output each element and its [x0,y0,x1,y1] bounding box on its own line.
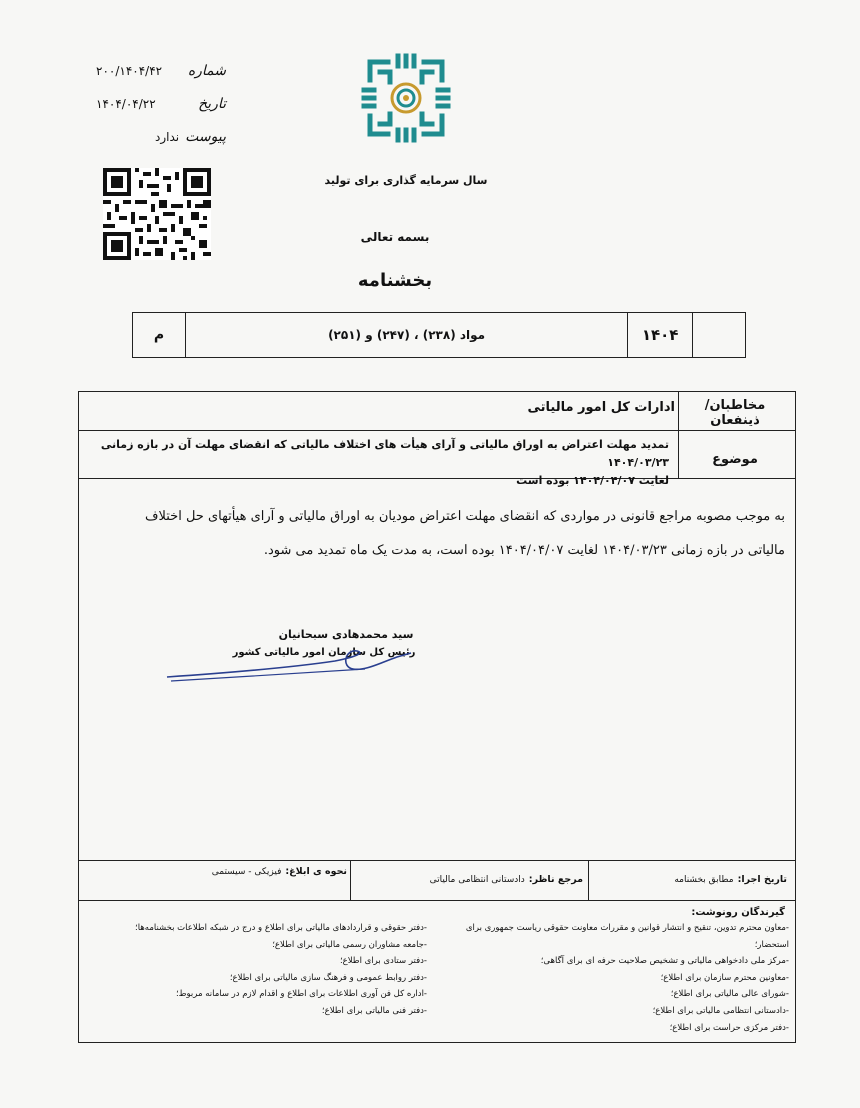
letter-date-row [96,95,226,113]
cc-recipient: -دفتر فنی مالیاتی برای اطلاع؛ [321,1005,427,1016]
cc-recipient: -دفتر مرکزی حراست برای اطلاع؛ [669,1022,789,1033]
cc-recipient: -دفتر حقوقی و قراردادهای مالیاتی برای اطلاع و درج در شبکه اطلاعات بخشنامه‌ها؛ [135,923,427,933]
cc-recipient: -مرکز ملی دادخواهی مالیاتی و تشخیص صلاحیت حرفه ای برای آگاهی؛ [540,956,789,967]
signatory-title: رئیس کل سازمان امور مالیاتی کشور [232,647,416,658]
divider [588,860,589,900]
main-frame [78,391,796,1043]
cc-recipients-title: گیرندگان رونوشت: [691,907,785,918]
divider [79,860,795,861]
tax-organization-logo [360,52,452,144]
circular-number-table [132,312,746,358]
cc-recipient: -معاونین محترم سازمان برای اطلاع؛ [660,972,789,983]
attachment-label: پیوست [185,129,226,145]
cc-recipient: -دفتر ستادی برای اطلاع؛ [339,956,427,967]
divider [350,860,351,900]
handwritten-signature [165,647,415,687]
supervisor-label: مرجع ناظر: [528,874,583,885]
subject-value [89,436,669,490]
letter-date-value: ۱۴۰۴/۰۴/۲۲ [96,97,156,111]
subject-line-2: لغایت ۱۴۰۴/۰۴/۰۷ بوده است [516,474,669,487]
letter-number-value: ۲۰۰/۱۴۰۴/۴۲ [96,64,163,78]
execution-date-cell [674,874,787,885]
document-type-title: بخشنامه [357,270,433,291]
notification-label: نحوه ی ابلاغ: [285,866,347,877]
letter-date-label: تاریخ [198,96,226,112]
cc-recipient: -دفتر روابط عمومی و فرهنگ سازی مالیاتی برای اطلاع؛ [229,972,427,983]
letter-number-row [96,62,226,80]
subject-label: موضوع [712,452,758,467]
cc-recipient: -شورای عالی مالیاتی برای اطلاع؛ [670,989,789,1000]
letter-number-label: شماره [187,63,226,79]
attachment-value: ندارد [155,130,180,144]
year-slogan: سال سرمایه گذاری برای تولید [324,174,488,187]
subject-line-1: تمدید مهلت اعتراض به اوراق مالیاتی و آرای هیأت های اختلاف مالیاتی که انقضای مهلت آن در بازه زمانی ۱۴۰۴/۰۳/۲۳ [100,438,669,469]
notification-value: فیزیکی - سیستمی [211,866,282,877]
cc-recipient: -جامعه مشاوران رسمی مالیاتی برای اطلاع؛ [272,939,427,950]
addressee-label: مخاطبان/ ذینفعان [704,398,766,428]
circular-blank-cell [693,313,745,357]
cc-recipient: -اداره کل فن آوری اطلاعات برای اطلاع و اقدام لازم در سامانه مربوط؛ [175,989,427,1000]
attachment-row [96,128,226,146]
qr-code [103,168,211,260]
execution-date-value: مطابق بخشنامه [674,874,734,885]
cc-recipients-left [87,920,427,1020]
supervisor-cell [430,874,583,885]
cc-recipient: -دادستانی انتظامی مالیاتی برای اطلاع؛ [652,1005,789,1016]
body-paragraph: به موجب مصوبه مراجع قانونی در مواردی که انقضای مهلت اعتراض مودیان به اوراق مالیاتی و آرای هیأتهای حل اختلاف مالیاتی در بازه زمانی ۱۴۰۴/۰۳/۲۳ لغایت ۱۴۰۴/۰۴/۰۷ بوده است، به مدت یک ماه تمدید می شود. [145,509,785,558]
signatory-name: سید محمدهادی سبحانیان [278,628,414,641]
circular-series: م [133,313,186,357]
supervisor-value: دادستانی انتظامی مالیاتی [429,874,525,885]
addressee-value: ادارات کل امور مالیاتی [527,400,675,415]
cc-recipients-right [429,920,789,1036]
circular-articles: مواد (۲۳۸) ، (۲۴۷) و (۲۵۱) [186,313,628,357]
divider [79,900,795,901]
cc-recipient: -معاون محترم تدوین، تنقیح و انتشار قوانین و مقررات معاونت حقوقی ریاست جمهوری برای استحضار؛ [465,923,789,950]
execution-date-label: تاریخ اجرا: [737,874,787,885]
notification-cell [212,866,347,877]
basmala: بسمه تعالی [360,230,430,244]
divider [79,430,795,431]
circular-year: ۱۴۰۴ [628,313,693,357]
